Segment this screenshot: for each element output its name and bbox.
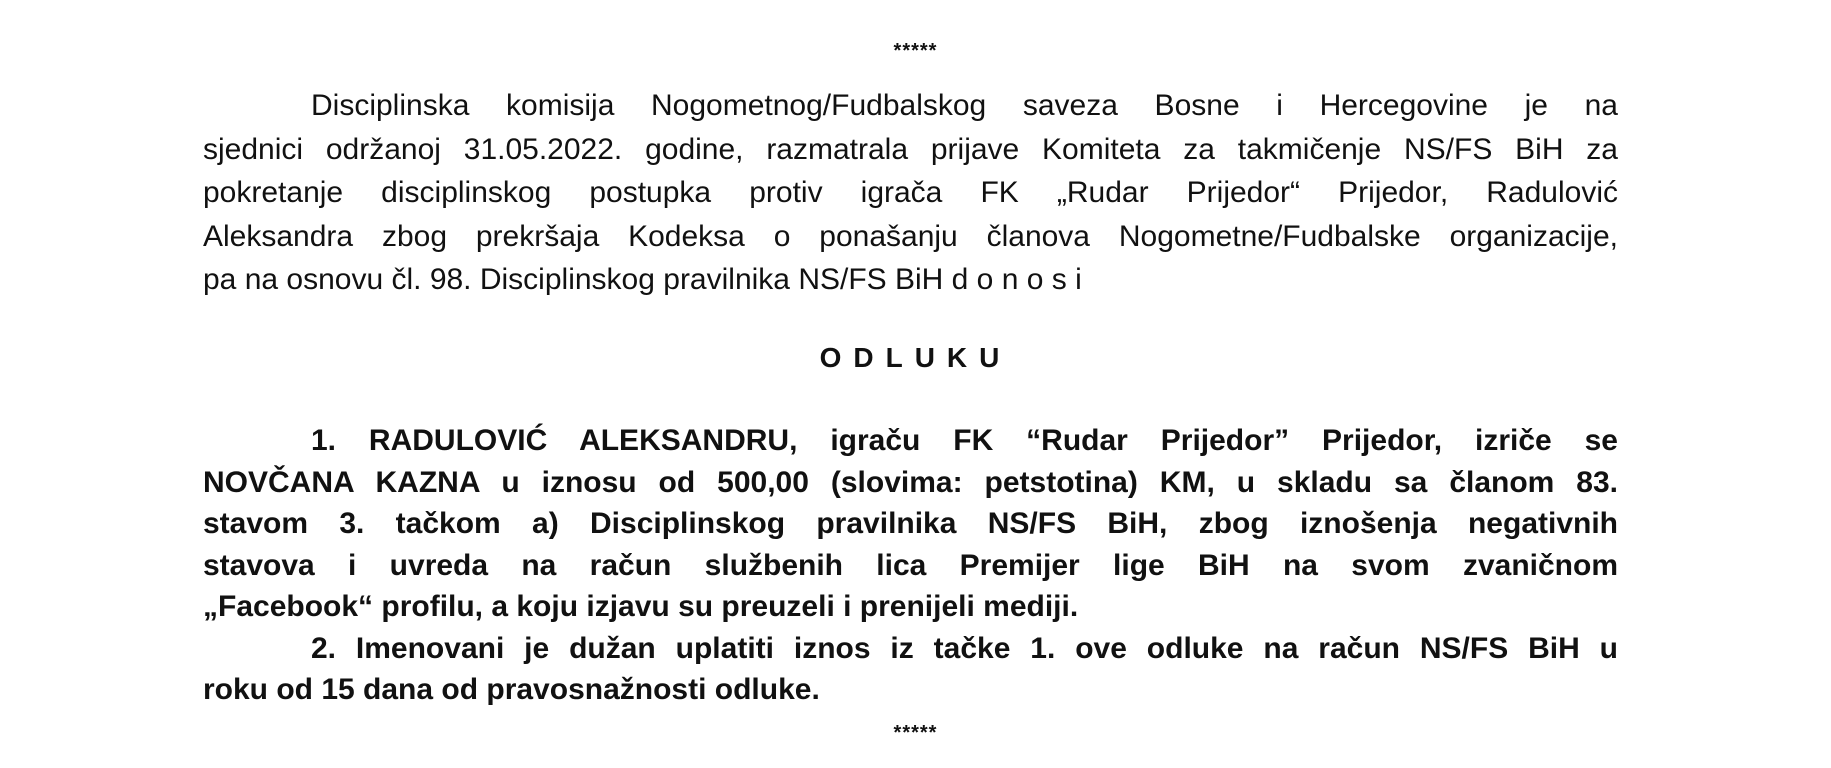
ruling-line-3: stavom 3. tačkom a) Disciplinskog pravilnika NS/FS BiH, zbog iznošenja negativnih [203,507,1618,540]
intro-paragraph [203,84,1618,302]
decision-title: ODLUKU [819,342,1012,373]
intro-line-5: pa na osnovu čl. 98. Disciplinskog pravilnika NS/FS BiH d o n o s i [203,263,1082,296]
intro-line-4: Aleksandra zbog prekršaja Kodeksa o ponašanju članova Nogometne/Fudbalske organizacije, [203,219,1618,253]
top-separator: ***** [893,40,938,62]
ruling-line-1: 1. RADULOVIĆ ALEKSANDRU, igraču FK “Rudar Prijedor” Prijedor, izriče se [311,424,1618,457]
intro-line-1: Disciplinska komisija Nogometnog/Fudbalskog saveza Bosne i Hercegovine je na [311,89,1618,122]
intro-line-3: pokretanje disciplinskog postupka protiv igrača FK „Rudar Prijedor“ Prijedor, Radulović [203,176,1618,209]
ruling-paragraph [203,420,1618,711]
ruling-line-5: „Facebook“ profilu, a koju izjavu su preuzeli i prenijeli mediji. [203,590,1079,623]
ruling-line-7: roku od 15 dana od pravosnažnosti odluke. [203,673,820,706]
ruling-line-4: stavova i uvreda na račun službenih lica Premijer lige BiH na svom zvaničnom [203,548,1618,582]
ruling-line-6: 2. Imenovani je dužan uplatiti iznos iz tačke 1. ove odluke na račun NS/FS BiH u [311,631,1618,665]
ruling-line-2: NOVČANA KAZNA u iznosu od 500,00 (slovima: petstotina) KM, u skladu sa članom 83. [203,465,1618,499]
bottom-separator: ***** [893,722,938,744]
intro-line-2: sjednici održanoj 31.05.2022. godine, razmatrala prijave Komiteta za takmičenje NS/FS BiH za [203,132,1618,166]
